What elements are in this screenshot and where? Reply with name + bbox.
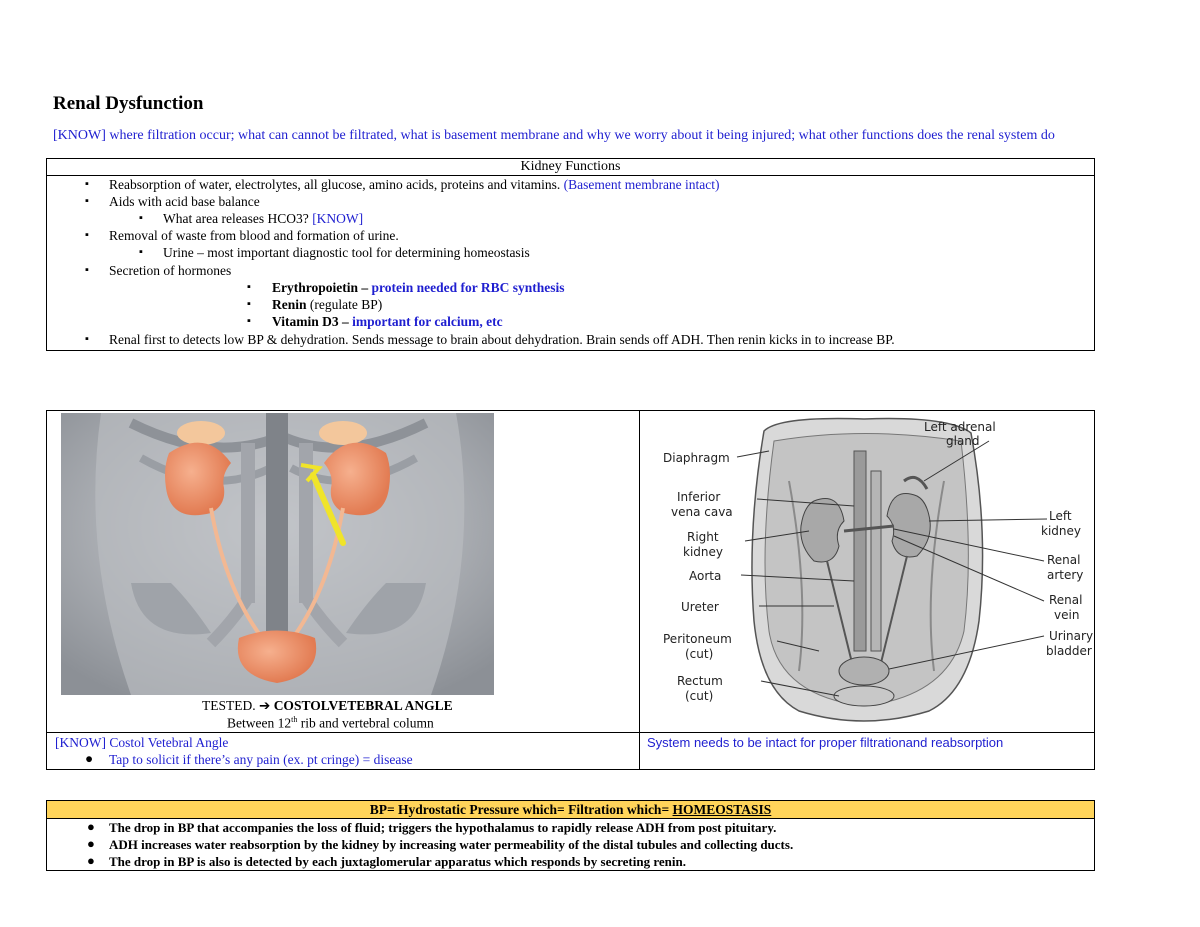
system-intact-text: System needs to be intact for proper filtrationand reabsorption <box>647 735 1004 750</box>
renal-first-item: Renal first to detects low BP & dehydration. Sends message to brain about dehydration. Brain sends off ADH. Then renin kicks in to increase BP. <box>109 332 895 347</box>
renal-anatomy-diagram <box>649 411 1094 729</box>
bullet-icon: ▪ <box>85 333 89 345</box>
vitamin-d3-item: Vitamin D3 – important for calcium, etc <box>272 314 503 329</box>
tap-text: Tap to solicit if there’s any pain (ex. pt cringe) = disease <box>109 752 413 767</box>
tested-caption: TESTED. ➔ COSTOLVETEBRAL ANGLE <box>202 698 453 713</box>
bullet-icon: ▪ <box>139 246 143 258</box>
label-renal-vein-1: Renal <box>1049 593 1083 607</box>
bullet-icon: ▪ <box>139 212 143 224</box>
images-table <box>46 410 1095 770</box>
hco3-subitem: What area releases HCO3? [KNOW] <box>163 211 364 226</box>
bp-table <box>46 800 1095 871</box>
label-aorta: Aorta <box>689 569 722 583</box>
kidney-functions-table <box>46 158 1095 351</box>
label-vein: vein <box>1054 608 1080 622</box>
row-divider <box>47 732 1094 733</box>
label-ureter: Ureter <box>681 600 719 614</box>
bullet-icon: ▪ <box>247 281 251 293</box>
label-rectum: Rectum <box>677 674 723 688</box>
bullet-icon: ▪ <box>85 229 89 241</box>
bullet-icon: ▪ <box>85 195 89 207</box>
erythropoietin-item: Erythropoietin – protein needed for RBC synthesis <box>272 280 565 295</box>
label-left-kidney: kidney <box>1041 524 1081 538</box>
kidney-back-illustration <box>61 413 494 695</box>
label-bladder: bladder <box>1046 644 1092 658</box>
know-cva-text: [KNOW] Costol Vetebral Angle <box>55 735 229 750</box>
label-cut-1: (cut) <box>685 647 714 661</box>
acid-base-item: Aids with acid base balance <box>109 194 260 209</box>
bullet-icon: ● <box>87 853 95 868</box>
bullet-icon: ● <box>87 819 95 834</box>
label-gland: gland <box>946 434 980 448</box>
label-urinary: Urinary <box>1049 629 1094 643</box>
label-vena-cava: vena cava <box>671 505 733 519</box>
bp-line-2: ADH increases water reabsorption by the kidney by increasing water permeability of the distal tubules and collecting ducts. <box>109 837 794 852</box>
bullet-icon: ● <box>85 751 94 766</box>
basement-membrane-note: (Basement membrane intact) <box>563 177 720 192</box>
kidney-functions-header: Kidney Functions <box>47 159 1094 176</box>
label-cut-2: (cut) <box>685 689 714 703</box>
label-right-kidney: kidney <box>683 545 723 559</box>
label-renal-artery-1: Renal <box>1047 553 1081 567</box>
waste-item: Removal of waste from blood and formation of urine. <box>109 228 399 243</box>
label-right: Right <box>687 530 719 544</box>
label-left: Left <box>1049 509 1072 523</box>
rib-caption: Between 12th rib and vertebral column <box>227 715 434 731</box>
label-peritoneum: Peritoneum <box>663 632 732 646</box>
know-subtitle: [KNOW] where filtration occur; what can cannot be filtrated, what is basement membrane and why we worry about it being injured; what other functions does the renal system do <box>53 128 1055 143</box>
label-left-adrenal: Left adrenal <box>924 420 996 434</box>
bullet-icon: ● <box>87 836 95 851</box>
bp-header: BP= Hydrostatic Pressure which= Filtration which= HOMEOSTASIS <box>47 801 1094 819</box>
urine-subitem: Urine – most important diagnostic tool for determining homeostasis <box>163 245 530 260</box>
column-divider <box>639 411 640 769</box>
renin-item: Renin (regulate BP) <box>272 297 383 312</box>
bullet-icon: ▪ <box>247 298 251 310</box>
bullet-icon: ▪ <box>85 178 89 190</box>
label-inferior: Inferior <box>677 490 721 504</box>
reabsorption-item: Reabsorption of water, electrolytes, all glucose, amino acids, proteins and vitamins. (Basement membrane intact) <box>109 177 720 192</box>
label-artery: artery <box>1047 568 1084 582</box>
bullet-icon: ▪ <box>247 315 251 327</box>
bp-line-3: The drop in BP is also is detected by each juxtaglomerular apparatus which responds by secreting renin. <box>109 854 686 869</box>
label-diaphragm: Diaphragm <box>663 451 730 465</box>
bp-line-1: The drop in BP that accompanies the loss of fluid; triggers the hypothalamus to rapidly release ADH from post pituitary. <box>109 820 777 835</box>
bullet-icon: ▪ <box>85 264 89 276</box>
hormones-item: Secretion of hormones <box>109 263 232 278</box>
page-title: Renal Dysfunction <box>53 93 204 114</box>
